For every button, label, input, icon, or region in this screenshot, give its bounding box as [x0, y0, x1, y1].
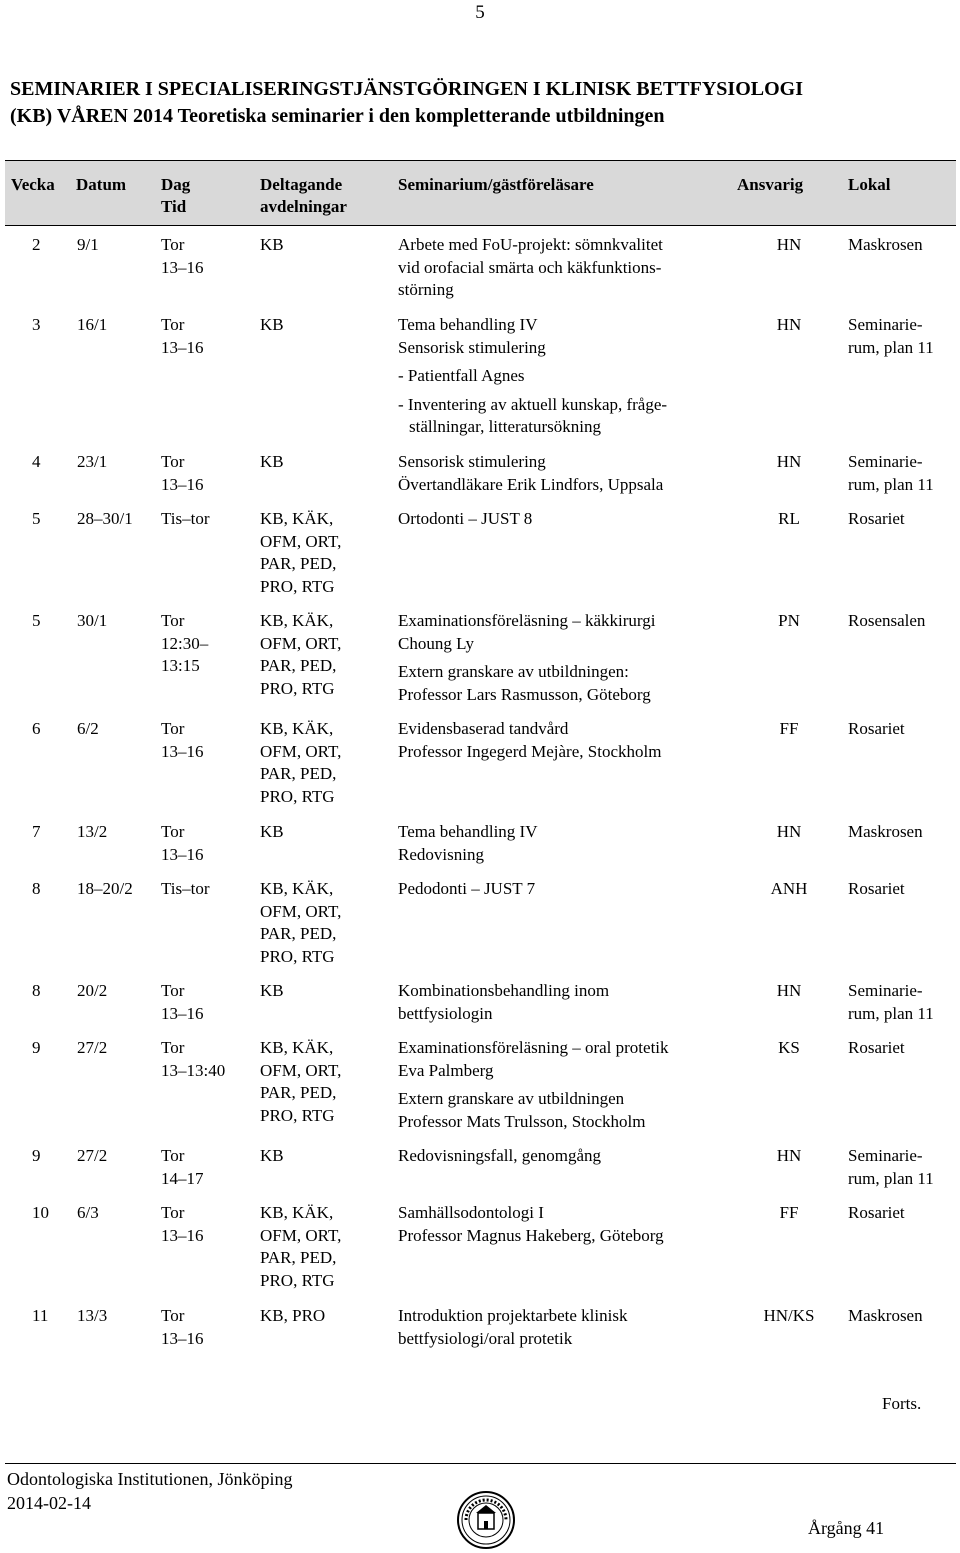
header-dag-tid — [161, 174, 190, 218]
cell-dag-tid — [161, 878, 251, 901]
cell-dag-tid — [161, 718, 251, 763]
cell-vecka: 2 — [32, 235, 41, 254]
cell-dag-tid — [161, 451, 251, 496]
cell-vecka: 6 — [32, 719, 41, 738]
seminarium-line: Sensorisk stimulering — [398, 337, 546, 357]
cell-datum: 6/2 — [77, 719, 99, 738]
avdelning-line: OFM, ORT, — [260, 633, 342, 653]
title-line-2: (KB) VÅREN 2014 Teoretiska seminarier i den kompletterande utbildningen — [10, 105, 665, 127]
lokal-line: Rosariet — [848, 509, 905, 528]
cell-avdelningar — [260, 1145, 390, 1168]
cell-tid: 13–16 — [161, 1225, 204, 1245]
header-deltagande-1: Deltagande — [260, 175, 343, 194]
seminarium-line: bettfysiologin — [398, 1003, 493, 1023]
header-deltagande-2: avdelningar — [260, 197, 347, 216]
cell-dag-tid — [161, 234, 251, 279]
avdelning-line: KB, KÄK, — [260, 611, 334, 630]
avdelning-line: KB, KÄK, — [260, 719, 334, 738]
seminarium-line: Extern granskare av utbildningen — [398, 1089, 625, 1108]
lokal-line: Maskrosen — [848, 235, 923, 254]
avdelning-line: OFM, ORT, — [260, 1225, 342, 1245]
cell-lokal — [848, 1202, 958, 1225]
cell-seminarium — [398, 1202, 753, 1247]
avdelning-line: KB — [260, 822, 284, 841]
cell-lokal — [848, 1145, 958, 1190]
lokal-line: Seminarie- — [848, 315, 923, 334]
cell-datum: 16/1 — [77, 315, 108, 334]
cell-dag: Tor — [161, 452, 185, 471]
footer-argang: Årgång 41 — [808, 1518, 885, 1538]
cell-ansvarig: ANH — [770, 879, 808, 898]
cell-datum: 20/2 — [77, 981, 108, 1000]
cell-datum: 9/1 — [77, 235, 99, 254]
cell-dag: Tor — [161, 1306, 185, 1325]
cell-dag-tid — [161, 980, 251, 1025]
seminarium-line: Samhällsodontologi I — [398, 1203, 544, 1222]
cell-avdelningar — [260, 718, 390, 808]
header-tid: Tid — [161, 197, 187, 216]
header-dag: Dag — [161, 175, 191, 194]
cell-tid: 13–16 — [161, 1003, 204, 1023]
header-deltagande — [260, 174, 347, 218]
seminarium-line: Eva Palmberg — [398, 1060, 494, 1080]
cell-lokal — [848, 878, 958, 901]
cell-dag: Tor — [161, 822, 185, 841]
cell-ansvarig: RL — [778, 509, 800, 528]
cell-ansvarig: HN — [776, 315, 802, 334]
cell-dag: Tor — [161, 611, 185, 630]
cell-vecka: 5 — [32, 611, 41, 630]
cell-vecka: 8 — [32, 879, 41, 898]
cell-vecka: 4 — [32, 452, 41, 471]
cell-ansvarig: FF — [779, 719, 799, 738]
cell-datum: 27/2 — [77, 1146, 108, 1165]
avdelning-line: KB, KÄK, — [260, 879, 334, 898]
cell-dag: Tor — [161, 1146, 185, 1165]
cell-seminarium — [398, 314, 753, 439]
title-line-1: SEMINARIER I SPECIALISERINGSTJÄNSTGÖRINGEN I KLINISK BETTFYSIOLOGI — [10, 78, 803, 100]
lokal-line: rum, plan 11 — [848, 1168, 934, 1188]
cell-lokal — [848, 980, 958, 1025]
cell-dag: Tor — [161, 719, 185, 738]
cell-tid: 13–16 — [161, 257, 204, 277]
seminarium-line: Professor Magnus Hakeberg, Göteborg — [398, 1225, 664, 1245]
cell-avdelningar — [260, 1037, 390, 1127]
cell-avdelningar — [260, 980, 390, 1003]
avdelning-line: OFM, ORT, — [260, 741, 342, 761]
seminarium-line: Professor Ingegerd Mejàre, Stockholm — [398, 741, 662, 761]
cell-ansvarig: HN — [776, 981, 802, 1000]
avdelning-line: PRO, RTG — [260, 946, 335, 966]
cell-datum: 18–20/2 — [77, 879, 133, 898]
cell-dag: Tor — [161, 235, 185, 254]
cell-datum: 30/1 — [77, 611, 108, 630]
cell-dag-tid — [161, 1037, 251, 1082]
seminarium-line: Choung Ly — [398, 633, 475, 653]
avdelning-line: KB, KÄK, — [260, 1203, 334, 1222]
cell-tid: 13–13:40 — [161, 1060, 226, 1080]
avdelning-line: OFM, ORT, — [260, 1060, 342, 1080]
avdelning-line: KB, KÄK, — [260, 1038, 334, 1057]
cell-tid: 13–16 — [161, 741, 204, 761]
header-ansvarig: Ansvarig — [737, 175, 804, 194]
avdelning-line: PRO, RTG — [260, 576, 335, 596]
cell-avdelningar — [260, 878, 390, 968]
cell-seminarium — [398, 1305, 753, 1350]
cell-ansvarig: PN — [778, 611, 800, 630]
cell-avdelningar — [260, 821, 390, 844]
cell-datum: 13/2 — [77, 822, 108, 841]
cell-dag: Tor — [161, 981, 185, 1000]
cell-lokal — [848, 610, 958, 633]
cell-dag: Tor — [161, 315, 185, 334]
cell-dag-tid — [161, 314, 251, 359]
page-number: 5 — [475, 2, 485, 23]
avdelning-line: KB — [260, 981, 284, 1000]
cell-avdelningar — [260, 451, 390, 474]
avdelning-line: KB, KÄK, — [260, 509, 334, 528]
avdelning-line: OFM, ORT, — [260, 531, 342, 551]
lokal-line: Rosariet — [848, 879, 905, 898]
table-header — [5, 160, 956, 226]
cell-lokal — [848, 1037, 958, 1060]
cell-vecka: 9 — [32, 1146, 41, 1165]
footer-divider — [5, 1463, 956, 1464]
cell-lokal — [848, 1305, 958, 1328]
lokal-line: Rosariet — [848, 1038, 905, 1057]
page-title — [10, 76, 950, 130]
cell-vecka: 11 — [32, 1306, 49, 1325]
cell-lokal — [848, 821, 958, 844]
cell-dag: Tis–tor — [161, 879, 210, 898]
cell-ansvarig: HN — [776, 822, 802, 841]
cell-tid: 13–16 — [161, 474, 204, 494]
lokal-line: rum, plan 11 — [848, 474, 934, 494]
cell-ansvarig: FF — [779, 1203, 799, 1222]
cell-seminarium — [398, 980, 753, 1025]
cell-tid: 12:30– — [161, 633, 209, 653]
cell-avdelningar — [260, 508, 390, 598]
seminarium-line: Redovisningsfall, genomgång — [398, 1146, 602, 1165]
avdelning-line: PAR, PED, — [260, 764, 337, 783]
cell-avdelningar — [260, 1305, 390, 1328]
avdelning-line: PAR, PED, — [260, 554, 337, 573]
cell-tid: 13–16 — [161, 1328, 204, 1348]
avdelning-line: KB — [260, 315, 284, 334]
seminarium-line: Extern granskare av utbildningen: — [398, 662, 629, 681]
seminarium-line: ställningar, litteratursökning — [409, 417, 601, 436]
lokal-line: Seminarie- — [848, 981, 923, 1000]
cell-tid: 13–16 — [161, 337, 204, 357]
seminarium-line: bettfysiologi/oral protetik — [398, 1328, 573, 1348]
cell-ansvarig: HN/KS — [763, 1306, 815, 1325]
seminarium-line: Ortodonti – JUST 8 — [398, 509, 533, 528]
cell-vecka: 8 — [32, 981, 41, 1000]
cell-vecka: 3 — [32, 315, 41, 334]
cell-ansvarig: HN — [776, 235, 802, 254]
cell-dag-tid — [161, 508, 251, 531]
seminarium-line: Tema behandling IV — [398, 822, 538, 841]
seminarium-line: Examinationsföreläsning – käkkirurgi — [398, 611, 656, 630]
cell-lokal — [848, 451, 958, 496]
lokal-line: Seminarie- — [848, 452, 923, 471]
cell-datum: 23/1 — [77, 452, 108, 471]
seminarium-line: Redovisning — [398, 844, 484, 864]
cell-seminarium — [398, 878, 753, 901]
cell-seminarium — [398, 451, 753, 496]
seminarium-line: Sensorisk stimulering — [398, 452, 546, 471]
header-vecka: Vecka — [11, 175, 55, 194]
seminarium-line: Introduktion projektarbete klinisk — [398, 1306, 628, 1325]
avdelning-line: PAR, PED, — [260, 1248, 337, 1267]
cell-dag: Tor — [161, 1038, 185, 1057]
avdelning-line: OFM, ORT, — [260, 901, 342, 921]
avdelning-line: PAR, PED, — [260, 656, 337, 675]
cell-seminarium — [398, 718, 753, 763]
university-seal-icon — [456, 1490, 516, 1550]
seminarium-line: Övertandläkare Erik Lindfors, Uppsala — [398, 474, 664, 494]
seminarium-line: Professor Mats Trulsson, Stockholm — [398, 1111, 646, 1131]
header-lokal: Lokal — [848, 175, 891, 194]
seminarium-line: - Inventering av aktuell kunskap, fråge- — [398, 394, 668, 414]
cell-dag-tid — [161, 821, 251, 866]
seminarium-line: Arbete med FoU-projekt: sömnkvalitet — [398, 235, 663, 254]
cell-tid: 13–16 — [161, 844, 204, 864]
cell-avdelningar — [260, 234, 390, 257]
cell-avdelningar — [260, 610, 390, 700]
seminarium-line: - Patientfall Agnes — [398, 366, 525, 385]
avdelning-line: PRO, RTG — [260, 1105, 335, 1125]
seminarium-line: vid orofacial smärta och käkfunktions- — [398, 257, 662, 277]
lokal-line: Rosariet — [848, 1203, 905, 1222]
lokal-line: Rosensalen — [848, 611, 926, 630]
lokal-line: rum, plan 11 — [848, 337, 934, 357]
cell-datum: 27/2 — [77, 1038, 108, 1057]
cell-ansvarig: HN — [776, 1146, 802, 1165]
avdelning-line: PRO, RTG — [260, 1270, 335, 1290]
cell-dag-tid — [161, 610, 251, 678]
cell-avdelningar — [260, 1202, 390, 1292]
seminarium-line: störning — [398, 280, 454, 299]
seminarium-line: Professor Lars Rasmusson, Göteborg — [398, 684, 651, 704]
avdelning-line: PAR, PED, — [260, 924, 337, 943]
cell-ansvarig: KS — [778, 1038, 800, 1057]
cell-tid: 14–17 — [161, 1168, 204, 1188]
cell-avdelningar — [260, 314, 390, 337]
cell-seminarium — [398, 1145, 753, 1168]
cell-lokal — [848, 234, 958, 257]
cell-seminarium — [398, 508, 753, 531]
cell-vecka: 10 — [32, 1203, 49, 1222]
cell-vecka: 9 — [32, 1038, 41, 1057]
avdelning-line: KB — [260, 452, 284, 471]
continued-note: Forts. — [882, 1394, 922, 1413]
cell-vecka: 7 — [32, 822, 41, 841]
seminarium-line: Evidensbaserad tandvård — [398, 719, 569, 738]
lokal-line: Maskrosen — [848, 1306, 923, 1325]
lokal-line: Maskrosen — [848, 822, 923, 841]
avdelning-line: KB, PRO — [260, 1306, 326, 1325]
seminarium-line: Examinationsföreläsning – oral protetik — [398, 1038, 669, 1057]
cell-lokal — [848, 508, 958, 531]
cell-seminarium — [398, 1037, 753, 1133]
header-seminarium: Seminarium/gästföreläsare — [398, 175, 594, 194]
header-datum: Datum — [76, 175, 127, 194]
lokal-line: Seminarie- — [848, 1146, 923, 1165]
cell-dag-tid — [161, 1145, 251, 1190]
footer-institution: Odontologiska Institutionen, Jönköping — [7, 1469, 293, 1489]
cell-datum: 6/3 — [77, 1203, 99, 1222]
lokal-line: Rosariet — [848, 719, 905, 738]
cell-seminarium — [398, 610, 753, 706]
cell-seminarium — [398, 234, 753, 302]
cell-datum: 13/3 — [77, 1306, 108, 1325]
cell-lokal — [848, 314, 958, 359]
avdelning-line: PRO, RTG — [260, 678, 335, 698]
cell-dag-tid — [161, 1305, 251, 1350]
cell-datum: 28–30/1 — [77, 509, 133, 528]
cell-ansvarig: HN — [776, 452, 802, 471]
avdelning-line: KB — [260, 235, 284, 254]
avdelning-line: KB — [260, 1146, 284, 1165]
seminarium-line: Pedodonti – JUST 7 — [398, 879, 536, 898]
cell-seminarium — [398, 821, 753, 866]
seminarium-line: Kombinationsbehandling inom — [398, 981, 610, 1000]
cell-lokal — [848, 718, 958, 741]
avdelning-line: PRO, RTG — [260, 786, 335, 806]
cell-tid-end: 13:15 — [161, 656, 200, 675]
cell-dag-tid — [161, 1202, 251, 1247]
footer-date: 2014-02-14 — [7, 1493, 91, 1513]
cell-dag: Tor — [161, 1203, 185, 1222]
lokal-line: rum, plan 11 — [848, 1003, 934, 1023]
cell-dag: Tis–tor — [161, 509, 210, 528]
avdelning-line: PAR, PED, — [260, 1083, 337, 1102]
seminarium-line: Tema behandling IV — [398, 315, 538, 334]
cell-vecka: 5 — [32, 509, 41, 528]
